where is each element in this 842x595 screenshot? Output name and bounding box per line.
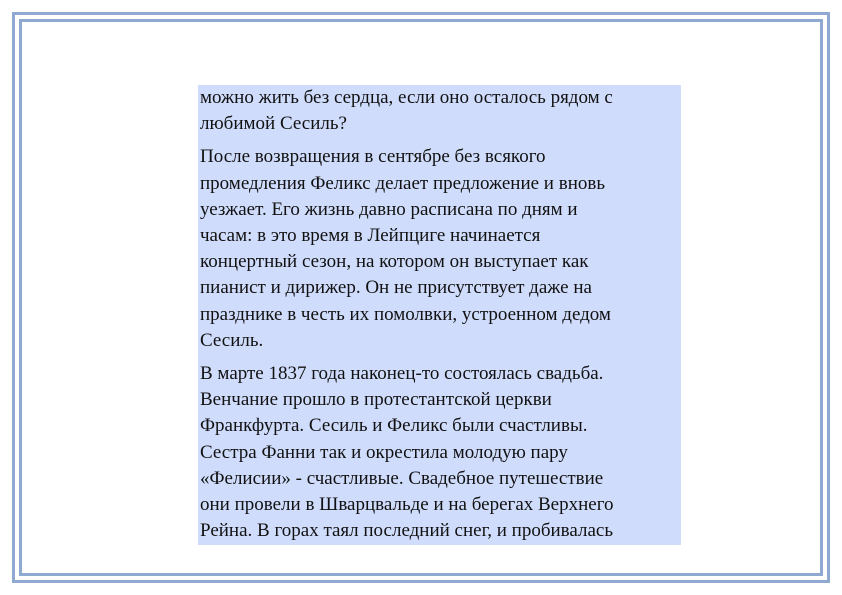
- text-line: можно жить без сердца, если оно осталось рядом с: [200, 87, 613, 108]
- paragraph-3: [200, 361, 679, 544]
- text-line: пианист и дирижер. Он не присутствует даже на: [200, 277, 592, 299]
- text-line: часам: в это время в Лейпциге начинается: [200, 225, 541, 247]
- text-line: промедления Феликс делает предложение и вновь: [200, 172, 606, 194]
- paragraph-2: [200, 144, 679, 354]
- text-line: любимой Сесиль?: [200, 113, 347, 135]
- text-block: [198, 85, 681, 545]
- text-line: «Фелисии» - счастливые. Свадебное путешествие: [200, 467, 604, 489]
- text-line: они провели в Шварцвальде и на берегах Верхнего: [200, 494, 614, 516]
- paragraph-1: [200, 85, 679, 137]
- text-line: концертный сезон, на котором он выступает как: [200, 251, 589, 273]
- text-line: Рейна. В горах таял последний снег, и пробивалась: [200, 520, 613, 542]
- text-line: уезжает. Его жизнь давно расписана по дням и: [200, 198, 578, 220]
- text-line: Сесиль.: [200, 329, 264, 351]
- text-line: Франкфурта. Сесиль и Феликс были счастливы.: [200, 415, 588, 437]
- text-line: празднике в честь их помолвки, устроенном дедом: [200, 303, 611, 325]
- text-line: В марте 1837 года наконец-то состоялась свадьба.: [200, 363, 604, 385]
- text-line: Венчание прошло в протестантской церкви: [200, 389, 552, 411]
- text-line: Сестра Фанни так и окрестила молодую пару: [200, 441, 568, 463]
- text-line: После возвращения в сентябре без всякого: [200, 146, 546, 168]
